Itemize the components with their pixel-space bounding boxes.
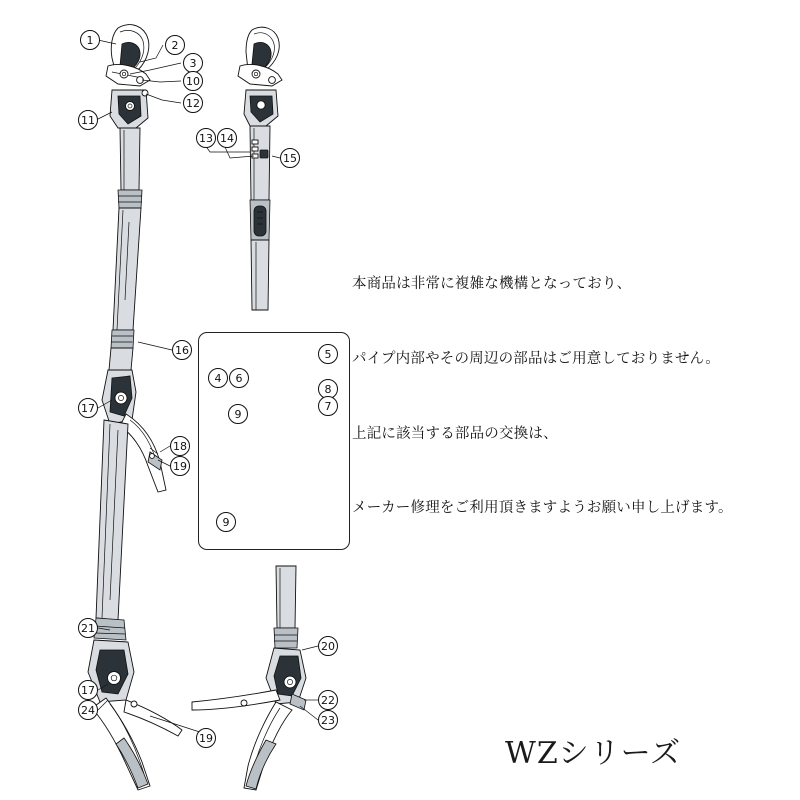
left-lower-head (88, 618, 182, 790)
callout-23[interactable]: 23 (318, 710, 338, 730)
callout-12[interactable]: 12 (183, 93, 203, 113)
notice-line-3: 上記に該当する部品の交換は、 (352, 425, 558, 442)
left-locking-collar (109, 330, 134, 370)
callout-19-lower[interactable]: 19 (196, 728, 216, 748)
notice-line-2: パイプ内部やその周辺の部品はご用意しておりません。 (352, 350, 720, 367)
left-grip-housing (96, 370, 166, 620)
callout-15[interactable]: 15 (280, 148, 300, 168)
left-upper-pipe (113, 128, 142, 330)
callout-3[interactable]: 3 (183, 53, 203, 73)
callout-13[interactable]: 13 (196, 128, 216, 148)
callout-14[interactable]: 14 (217, 128, 237, 148)
inset-callout-4[interactable]: 4 (208, 368, 228, 388)
right-pipe-section (250, 126, 270, 310)
right-cutting-head (238, 27, 282, 126)
callout-10[interactable]: 10 (183, 71, 203, 91)
callout-18[interactable]: 18 (170, 436, 190, 456)
callout-22[interactable]: 22 (318, 690, 338, 710)
callout-11[interactable]: 11 (78, 110, 98, 130)
callout-16[interactable]: 16 (172, 340, 192, 360)
callout-20[interactable]: 20 (318, 636, 338, 656)
callout-17-lower[interactable]: 17 (78, 680, 98, 700)
inset-callout-7[interactable]: 7 (318, 396, 338, 416)
inset-callout-5[interactable]: 5 (318, 344, 338, 364)
right-lower-assembly (192, 566, 306, 790)
callout-19-upper[interactable]: 19 (170, 456, 190, 476)
callout-2[interactable]: 2 (165, 35, 185, 55)
callout-1[interactable]: 1 (80, 30, 100, 50)
left-cutting-head (106, 25, 150, 128)
callout-24[interactable]: 24 (78, 700, 98, 720)
callout-17-upper[interactable]: 17 (78, 398, 98, 418)
series-label: WZシリーズ (505, 736, 682, 771)
notice-line-4: メーカー修理をご利用頂きますようお願い申し上げます。 (352, 500, 733, 517)
notice-text (352, 222, 742, 571)
inset-callout-9-lower[interactable]: 9 (216, 512, 236, 532)
notice-line-1: 本商品は非常に複雑な機構となっており、 (352, 275, 632, 292)
callout-21[interactable]: 21 (78, 618, 98, 638)
inset-callout-9-upper[interactable]: 9 (228, 404, 248, 424)
inset-callout-8[interactable]: 8 (318, 379, 338, 399)
inset-callout-6[interactable]: 6 (229, 368, 249, 388)
